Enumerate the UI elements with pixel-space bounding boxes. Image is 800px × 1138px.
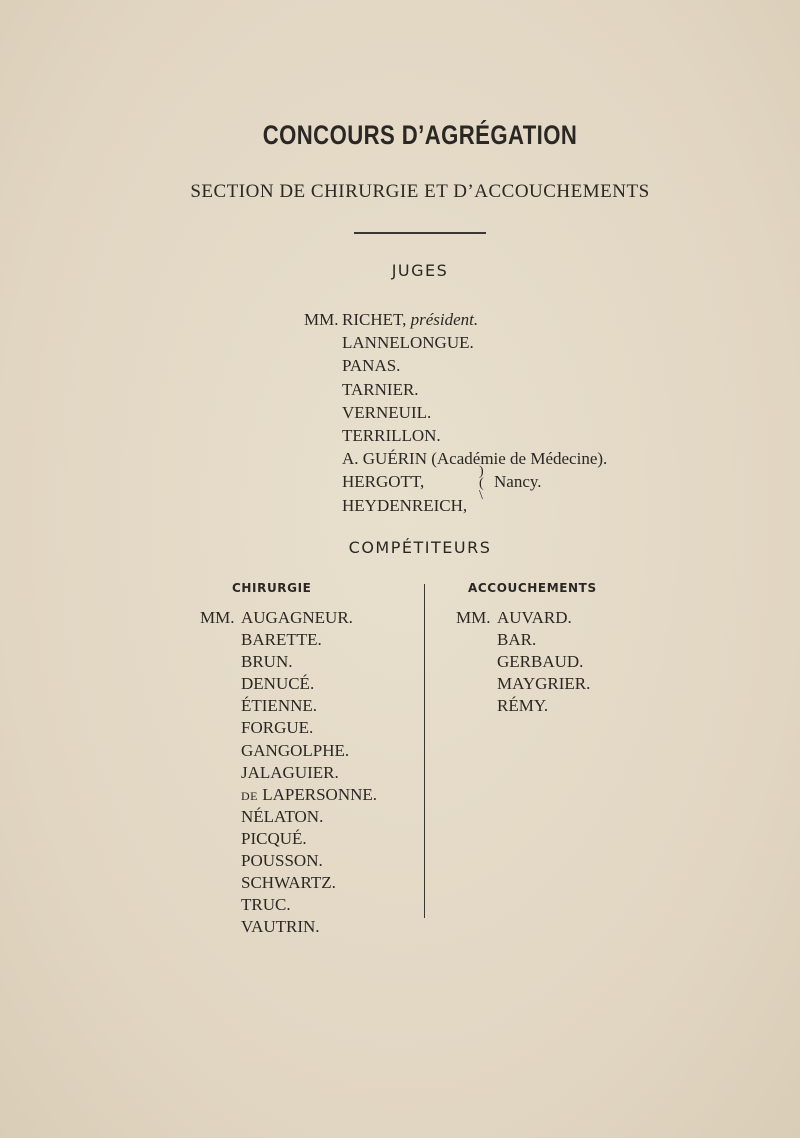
list-item <box>200 784 377 806</box>
list-item <box>456 673 590 695</box>
judge-row <box>304 447 607 470</box>
list-item <box>200 740 377 762</box>
judge-row <box>304 470 607 493</box>
competitor-name: NÉLATON. <box>241 806 324 826</box>
judge-name: HEYDENREICH, <box>342 495 468 515</box>
competitor-name: BARETTE. <box>241 630 322 650</box>
list-item <box>200 607 377 629</box>
judge-name: PANAS. <box>342 356 401 376</box>
competitor-name: AUVARD. <box>497 608 572 627</box>
chirurgie-heading: CHIRURGIE <box>232 581 312 595</box>
judge-row <box>304 331 607 354</box>
competitor-name: VAUTRIN. <box>241 917 320 937</box>
accouchements-list <box>456 607 590 717</box>
list-item <box>200 695 377 717</box>
judge-name: TARNIER. <box>342 379 419 399</box>
list-item <box>200 828 377 850</box>
list-item <box>200 894 377 916</box>
judge-row <box>304 494 607 517</box>
nancy-label: Nancy. <box>494 472 542 491</box>
competitor-name: FORGUE. <box>241 718 314 738</box>
list-item <box>200 850 377 872</box>
page-title: CONCOURS D’AGRÉGATION <box>262 120 578 150</box>
competitor-name: AUGAGNEUR. <box>241 608 353 627</box>
title-rule <box>354 232 486 234</box>
competitor-name: POUSSON. <box>241 851 323 871</box>
competitor-name: TRUC. <box>241 895 291 915</box>
accouchements-heading: ACCOUCHEMENTS <box>468 581 597 595</box>
judge-row <box>304 308 607 331</box>
judge-name: HERGOTT, <box>342 472 425 492</box>
list-item <box>200 651 377 673</box>
competitor-name: PICQUÉ. <box>241 828 307 848</box>
judge-name: RICHET, <box>342 310 407 329</box>
list-item <box>200 673 377 695</box>
accouchements-prefix: MM. <box>456 608 491 627</box>
judges-prefix: MM. <box>304 310 339 329</box>
judge-role: président. <box>410 310 479 329</box>
list-item <box>200 872 377 894</box>
page-subtitle: SECTION DE CHIRURGIE ET D’ACCOUCHEMENTS <box>190 181 650 202</box>
competitor-name: GERBAUD. <box>497 652 584 672</box>
juges-heading: JUGES <box>391 261 449 280</box>
competitor-name: GANGOLPHE. <box>241 740 350 760</box>
competitor-name: SCHWARTZ. <box>241 873 336 893</box>
judge-name: VERNEUIL. <box>342 402 432 422</box>
list-item <box>456 651 590 673</box>
list-item <box>456 629 590 651</box>
chirurgie-list <box>200 607 377 938</box>
judge-row <box>304 424 607 447</box>
competitor-name: BAR. <box>497 630 537 650</box>
judge-row <box>304 378 607 401</box>
judge-name: LANNELONGUE. <box>342 333 474 353</box>
list-item <box>200 629 377 651</box>
competitor-name: LAPERSONNE. <box>262 784 378 804</box>
list-item <box>200 717 377 739</box>
judges-list <box>304 308 607 517</box>
list-item <box>200 806 377 828</box>
judge-name: TERRILLON. <box>342 425 441 445</box>
competitor-name: ÉTIENNE. <box>241 696 318 716</box>
list-item <box>456 607 590 629</box>
competitor-name: DENUCÉ. <box>241 674 315 694</box>
list-item <box>200 762 377 784</box>
judge-row <box>304 401 607 424</box>
name-particle: DE <box>241 788 258 803</box>
brace-mark: ) ( \ <box>479 464 484 503</box>
competitor-name: RÉMY. <box>497 696 549 716</box>
chirurgie-prefix: MM. <box>200 608 235 627</box>
column-divider <box>424 584 425 918</box>
competitor-name: JALAGUIER. <box>241 762 339 782</box>
judge-row <box>304 354 607 377</box>
judge-name: A. GUÉRIN (Académie de Médecine). <box>342 449 608 469</box>
list-item <box>200 916 377 938</box>
competiteurs-heading: COMPÉTITEURS <box>348 538 492 557</box>
list-item <box>456 695 590 717</box>
competitor-name: BRUN. <box>241 652 293 672</box>
competitor-name: MAYGRIER. <box>497 674 591 694</box>
